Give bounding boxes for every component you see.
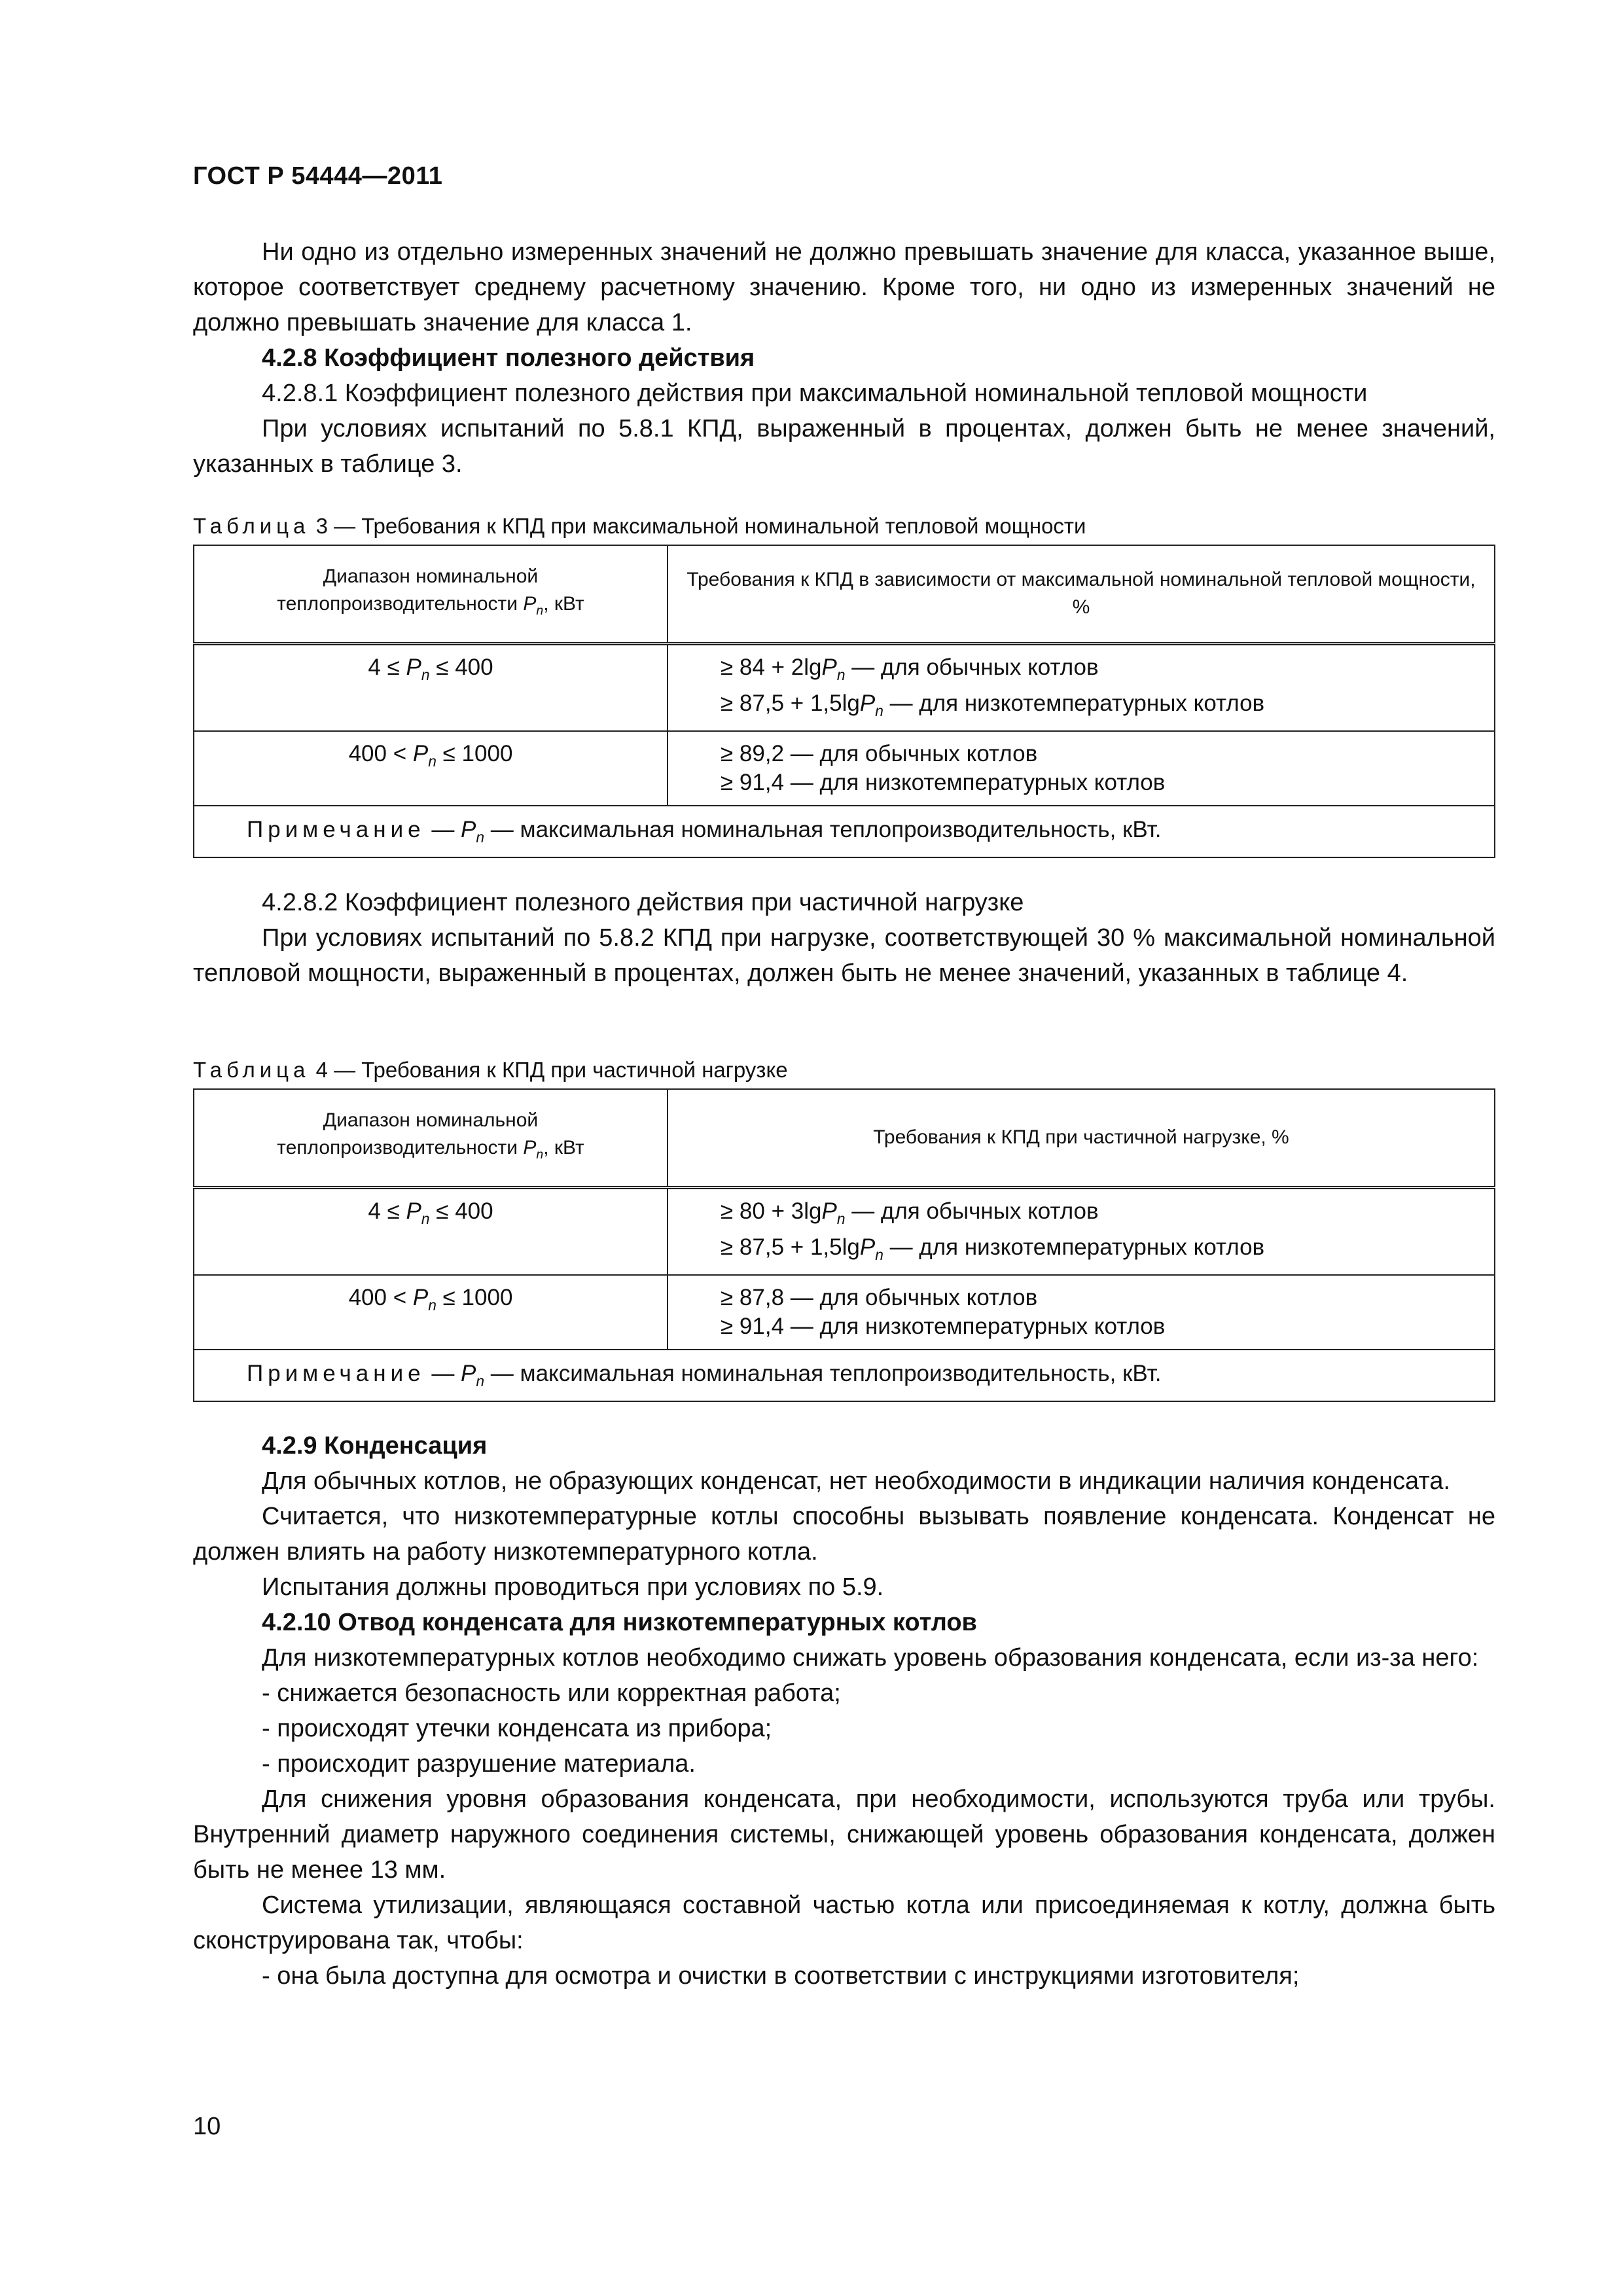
table-row xyxy=(194,643,1495,731)
cell-requirements: ≥ 87,8 — для обычных котлов ≥ 91,4 — для низкотемпературных котлов xyxy=(668,1275,1495,1350)
cell-range: $4 \le P_n \le 400$ xyxy=(194,1187,668,1275)
header-cell-range: Диапазон номинальной теплопроизводительности $P_n$, кВт xyxy=(194,545,668,643)
table-header-row xyxy=(194,1089,1495,1187)
table-3-caption xyxy=(193,514,1086,539)
paragraph-4-2-10-2: Для снижения уровня образования конденсата, при необходимости, используются труба или трубы. Внутренний диаметр наружного соединения системы, снижающей уровень образования конденсата, должен быть не менее 13 мм. xyxy=(193,1785,1495,1884)
table-note: Примечание — $P_n$ — максимальная номинальная теплопроизводительность, кВт. xyxy=(194,1350,1495,1401)
paragraph-4-2-10-1: Для низкотемпературных котлов необходимо снижать уровень образования конденсата, если из-за него: xyxy=(262,1644,1479,1672)
cell-range: $4 \le P_n \le 400$ xyxy=(194,643,668,731)
paragraph-4-2-8-1: При условиях испытаний по 5.8.1 КПД, выраженный в процентах, должен быть не менее значений, указанных в таблице 3. xyxy=(193,415,1495,478)
table-row xyxy=(194,1187,1495,1275)
paragraph-4-2-9-3: Испытания должны проводиться при условиях по 5.9. xyxy=(262,1573,884,1601)
table-4 xyxy=(193,1088,1495,1402)
header-cell-range: Диапазон номинальной теплопроизводительности $P_n$, кВт xyxy=(194,1089,668,1187)
table-3 xyxy=(193,545,1495,858)
table-row xyxy=(194,1275,1495,1350)
section-number: 4.2.8 xyxy=(262,344,317,372)
list-item: - она была доступна для осмотра и очистки в соответствии с инструкциями изготовителя; xyxy=(262,1962,1300,1990)
list-item: - снижается безопасность или корректная работа; xyxy=(262,1679,841,1707)
section-number: 4.2.9 xyxy=(262,1432,317,1460)
cell-range: $400 < P_n \le 1000$ xyxy=(194,1275,668,1350)
section-title: Коэффициент полезного действия xyxy=(324,344,755,372)
paragraph-4-2-9-1: Для обычных котлов, не образующих конденсат, нет необходимости в индикации наличия конденсата. xyxy=(262,1467,1451,1495)
text-block-middle xyxy=(193,885,1495,991)
cell-range: $400 < P_n \le 1000$ xyxy=(194,731,668,806)
standard-header: ГОСТ Р 54444—2011 xyxy=(193,162,443,190)
paragraph-4-2-9-2: Считается, что низкотемпературные котлы способны вызывать появление конденсата. Конденсат не должен влиять на работу низкотемпературного котла. xyxy=(193,1503,1495,1566)
header-cell-requirements: Требования к КПД в зависимости от максимальной номинальной тепловой мощности, % xyxy=(668,545,1495,643)
table-header-row xyxy=(194,545,1495,643)
table-note-row xyxy=(194,806,1495,857)
table-note-row xyxy=(194,1350,1495,1401)
text-block-top xyxy=(193,234,1495,482)
page-number: 10 xyxy=(193,2113,221,2140)
paragraph-intro: Ни одно из отдельно измеренных значений не должно превышать значение для класса, указанное выше, которое соответствует среднему расчетному значению. Кроме того, ни одно из измеренных значений не должно превышать значение для класса 1. xyxy=(193,238,1495,336)
caption-text: 4 — Требования к КПД при частичной нагрузке xyxy=(315,1058,788,1082)
header-cell-requirements: Требования к КПД при частичной нагрузке, % xyxy=(668,1089,1495,1187)
cell-requirements: ≥ 80 + 3lgP$_n$ — для обычных котлов ≥ 87,5 + 1,5lgP$_n$ — для низкотемпературных котлов xyxy=(668,1187,1495,1275)
table-note: Примечание — $P_n$ — максимальная номинальная теплопроизводительность, кВт. xyxy=(194,806,1495,857)
cell-requirements: ≥ 84 + 2lgP$_n$ — для обычных котлов ≥ 87,5 + 1,5lgP$_n$ — для низкотемпературных котлов xyxy=(668,643,1495,731)
section-title: Конденсация xyxy=(324,1432,488,1460)
list-item: - происходит разрушение материала. xyxy=(262,1750,696,1778)
section-heading-4-2-9 xyxy=(193,1428,1495,1463)
paragraph-4-2-8-2: При условиях испытаний по 5.8.2 КПД при нагрузке, соответствующей 30 % максимальной номинальной тепловой мощности, выраженный в процентах, должен быть не менее значений, указанных в таблице 4. xyxy=(193,924,1495,987)
section-heading-4-2-10 xyxy=(193,1605,1495,1640)
table-row xyxy=(194,731,1495,806)
caption-text: 3 — Требования к КПД при максимальной номинальной тепловой мощности xyxy=(315,514,1086,538)
caption-word: Таблица xyxy=(193,1058,310,1082)
cell-requirements: ≥ 89,2 — для обычных котлов ≥ 91,4 — для низкотемпературных котлов xyxy=(668,731,1495,806)
table-4-caption xyxy=(193,1058,788,1083)
paragraph-4-2-10-3: Система утилизации, являющаяся составной частью котла или присоединяемая к котлу, должна быть сконструирована так, чтобы: xyxy=(193,1892,1495,1954)
section-title: Отвод конденсата для низкотемпературных котлов xyxy=(338,1609,977,1636)
section-heading-4-2-8 xyxy=(193,340,1495,376)
subsection-4-2-8-1: 4.2.8.1 Коэффициент полезного действия при максимальной номинальной тепловой мощности xyxy=(262,380,1368,407)
caption-word: Таблица xyxy=(193,514,310,538)
list-item: - происходят утечки конденсата из прибора; xyxy=(262,1715,772,1742)
subsection-4-2-8-2: 4.2.8.2 Коэффициент полезного действия при частичной нагрузке xyxy=(262,889,1024,916)
section-number: 4.2.10 xyxy=(262,1609,331,1636)
text-block-bottom xyxy=(193,1428,1495,1994)
